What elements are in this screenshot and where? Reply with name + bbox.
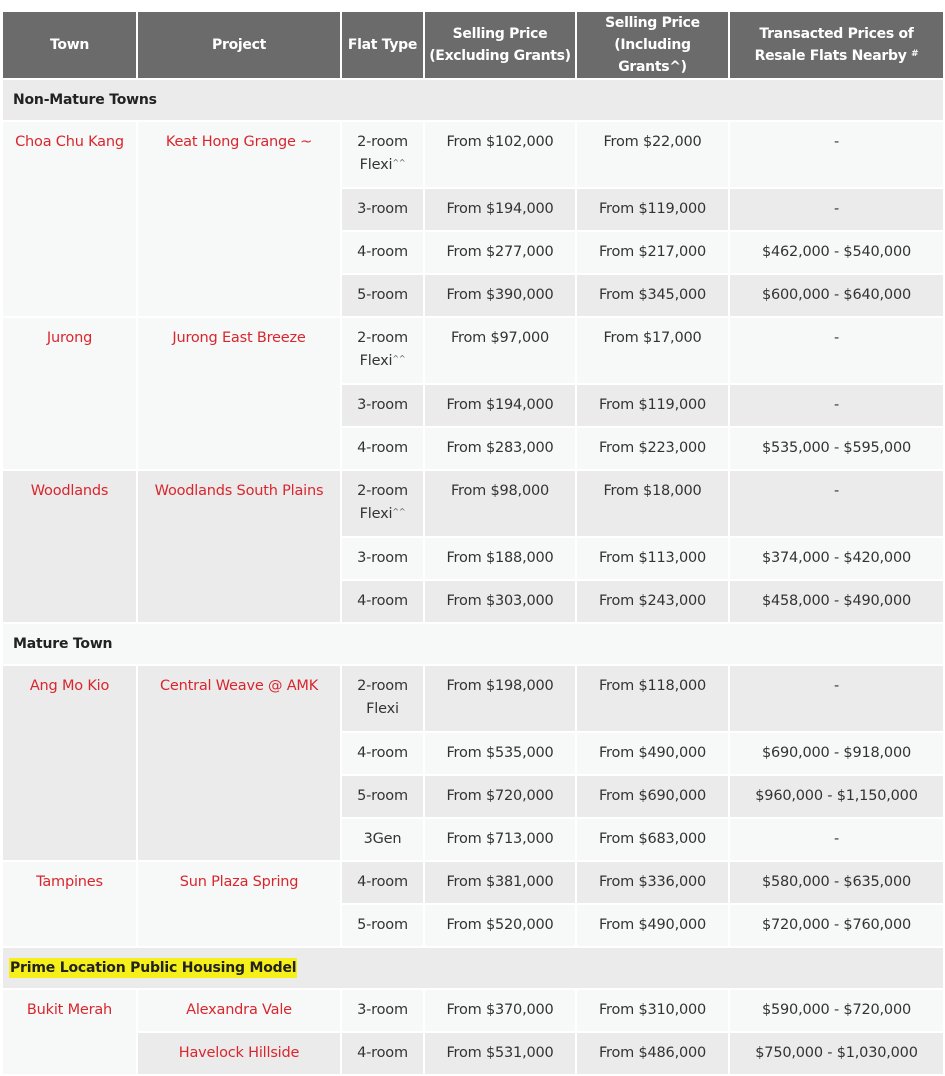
flat-type: 5-room [342,275,423,316]
town-name: Woodlands [3,471,136,622]
resale-price-range: - [730,122,943,187]
price-excluding-grants: From $535,000 [425,733,575,774]
flat-type: 2-room Flexi^^ [342,318,423,383]
flat-type: 4-room [342,428,423,469]
flat-type: 4-room [342,1033,423,1074]
resale-price-range: - [730,385,943,426]
price-including-grants: From $310,000 [577,990,728,1031]
resale-price-range: - [730,189,943,230]
column-header-flat-type: Flat Type [342,12,423,78]
resale-price-range: - [730,819,943,860]
flat-type: 3-room [342,538,423,579]
price-including-grants: From $119,000 [577,189,728,230]
flat-type: 2-room Flexi [342,666,423,731]
resale-price-range: $750,000 - $1,030,000 [730,1033,943,1074]
project-name: Central Weave @ AMK [138,666,340,860]
flat-type: 4-room [342,733,423,774]
town-name: Bukit Merah [3,990,136,1074]
flat-type: 3-room [342,385,423,426]
price-excluding-grants: From $188,000 [425,538,575,579]
price-excluding-grants: From $194,000 [425,189,575,230]
resale-price-range: - [730,318,943,383]
section-row-non-mature [3,80,943,120]
flat-type: 3-room [342,990,423,1031]
resale-price-range: - [730,666,943,731]
column-header-resale-prices: Transacted Prices of Resale Flats Nearby # [730,12,943,78]
table-row [3,471,943,536]
table-row [3,862,943,903]
resale-price-range: $462,000 - $540,000 [730,232,943,273]
price-excluding-grants: From $283,000 [425,428,575,469]
price-including-grants: From $683,000 [577,819,728,860]
resale-price-range: $690,000 - $918,000 [730,733,943,774]
flat-type: 4-room [342,232,423,273]
column-header-project: Project [138,12,340,78]
section-title: Mature Town [3,624,943,664]
resale-price-range: $960,000 - $1,150,000 [730,776,943,817]
price-including-grants: From $490,000 [577,905,728,946]
price-excluding-grants: From $520,000 [425,905,575,946]
table-row [3,1033,943,1074]
price-excluding-grants: From $713,000 [425,819,575,860]
town-name: Choa Chu Kang [3,122,136,316]
project-name: Jurong East Breeze [138,318,340,469]
table-row [3,318,943,383]
price-excluding-grants: From $531,000 [425,1033,575,1074]
price-including-grants: From $486,000 [577,1033,728,1074]
price-including-grants: From $113,000 [577,538,728,579]
project-name: Alexandra Vale [138,990,340,1031]
resale-price-range: $600,000 - $640,000 [730,275,943,316]
bto-price-table [1,10,945,1076]
price-excluding-grants: From $98,000 [425,471,575,536]
price-including-grants: From $22,000 [577,122,728,187]
resale-price-range: - [730,471,943,536]
project-name: Havelock Hillside [138,1033,340,1074]
price-excluding-grants: From $381,000 [425,862,575,903]
price-including-grants: From $18,000 [577,471,728,536]
price-excluding-grants: From $102,000 [425,122,575,187]
price-excluding-grants: From $370,000 [425,990,575,1031]
resale-price-range: $374,000 - $420,000 [730,538,943,579]
price-including-grants: From $119,000 [577,385,728,426]
price-including-grants: From $336,000 [577,862,728,903]
price-excluding-grants: From $720,000 [425,776,575,817]
price-excluding-grants: From $277,000 [425,232,575,273]
price-excluding-grants: From $198,000 [425,666,575,731]
town-name: Tampines [3,862,136,946]
section-title [3,948,943,988]
project-name: Sun Plaza Spring [138,862,340,946]
flat-type: 3-room [342,189,423,230]
flat-type: 2-room Flexi^^ [342,122,423,187]
column-header-town: Town [3,12,136,78]
price-including-grants: From $690,000 [577,776,728,817]
flat-type: 4-room [342,581,423,622]
section-row-prime-location [3,948,943,988]
bto-price-table-container [3,10,943,1076]
table-row [3,990,943,1031]
price-excluding-grants: From $390,000 [425,275,575,316]
section-title: Non-Mature Towns [3,80,943,120]
flat-type: 3Gen [342,819,423,860]
header-row [3,12,943,78]
town-name: Jurong [3,318,136,469]
project-name: Woodlands South Plains [138,471,340,622]
flat-type: 2-room Flexi^^ [342,471,423,536]
project-name: Keat Hong Grange ~ [138,122,340,316]
price-excluding-grants: From $194,000 [425,385,575,426]
table-row [3,122,943,187]
price-including-grants: From $223,000 [577,428,728,469]
price-including-grants: From $17,000 [577,318,728,383]
flat-type: 5-room [342,905,423,946]
price-including-grants: From $243,000 [577,581,728,622]
resale-price-range: $580,000 - $635,000 [730,862,943,903]
resale-price-range: $720,000 - $760,000 [730,905,943,946]
resale-price-range: $458,000 - $490,000 [730,581,943,622]
price-including-grants: From $118,000 [577,666,728,731]
price-including-grants: From $217,000 [577,232,728,273]
highlighted-section-title: Prime Location Public Housing Model [10,959,297,976]
price-excluding-grants: From $303,000 [425,581,575,622]
price-excluding-grants: From $97,000 [425,318,575,383]
flat-type: 5-room [342,776,423,817]
column-header-price-including-grants: Selling Price (Including Grants^) [577,12,728,78]
table-row [3,666,943,731]
resale-price-range: $590,000 - $720,000 [730,990,943,1031]
section-row-mature [3,624,943,664]
town-name: Ang Mo Kio [3,666,136,860]
price-including-grants: From $345,000 [577,275,728,316]
price-including-grants: From $490,000 [577,733,728,774]
flat-type: 4-room [342,862,423,903]
column-header-price-excluding-grants: Selling Price (Excluding Grants) [425,12,575,78]
resale-price-range: $535,000 - $595,000 [730,428,943,469]
